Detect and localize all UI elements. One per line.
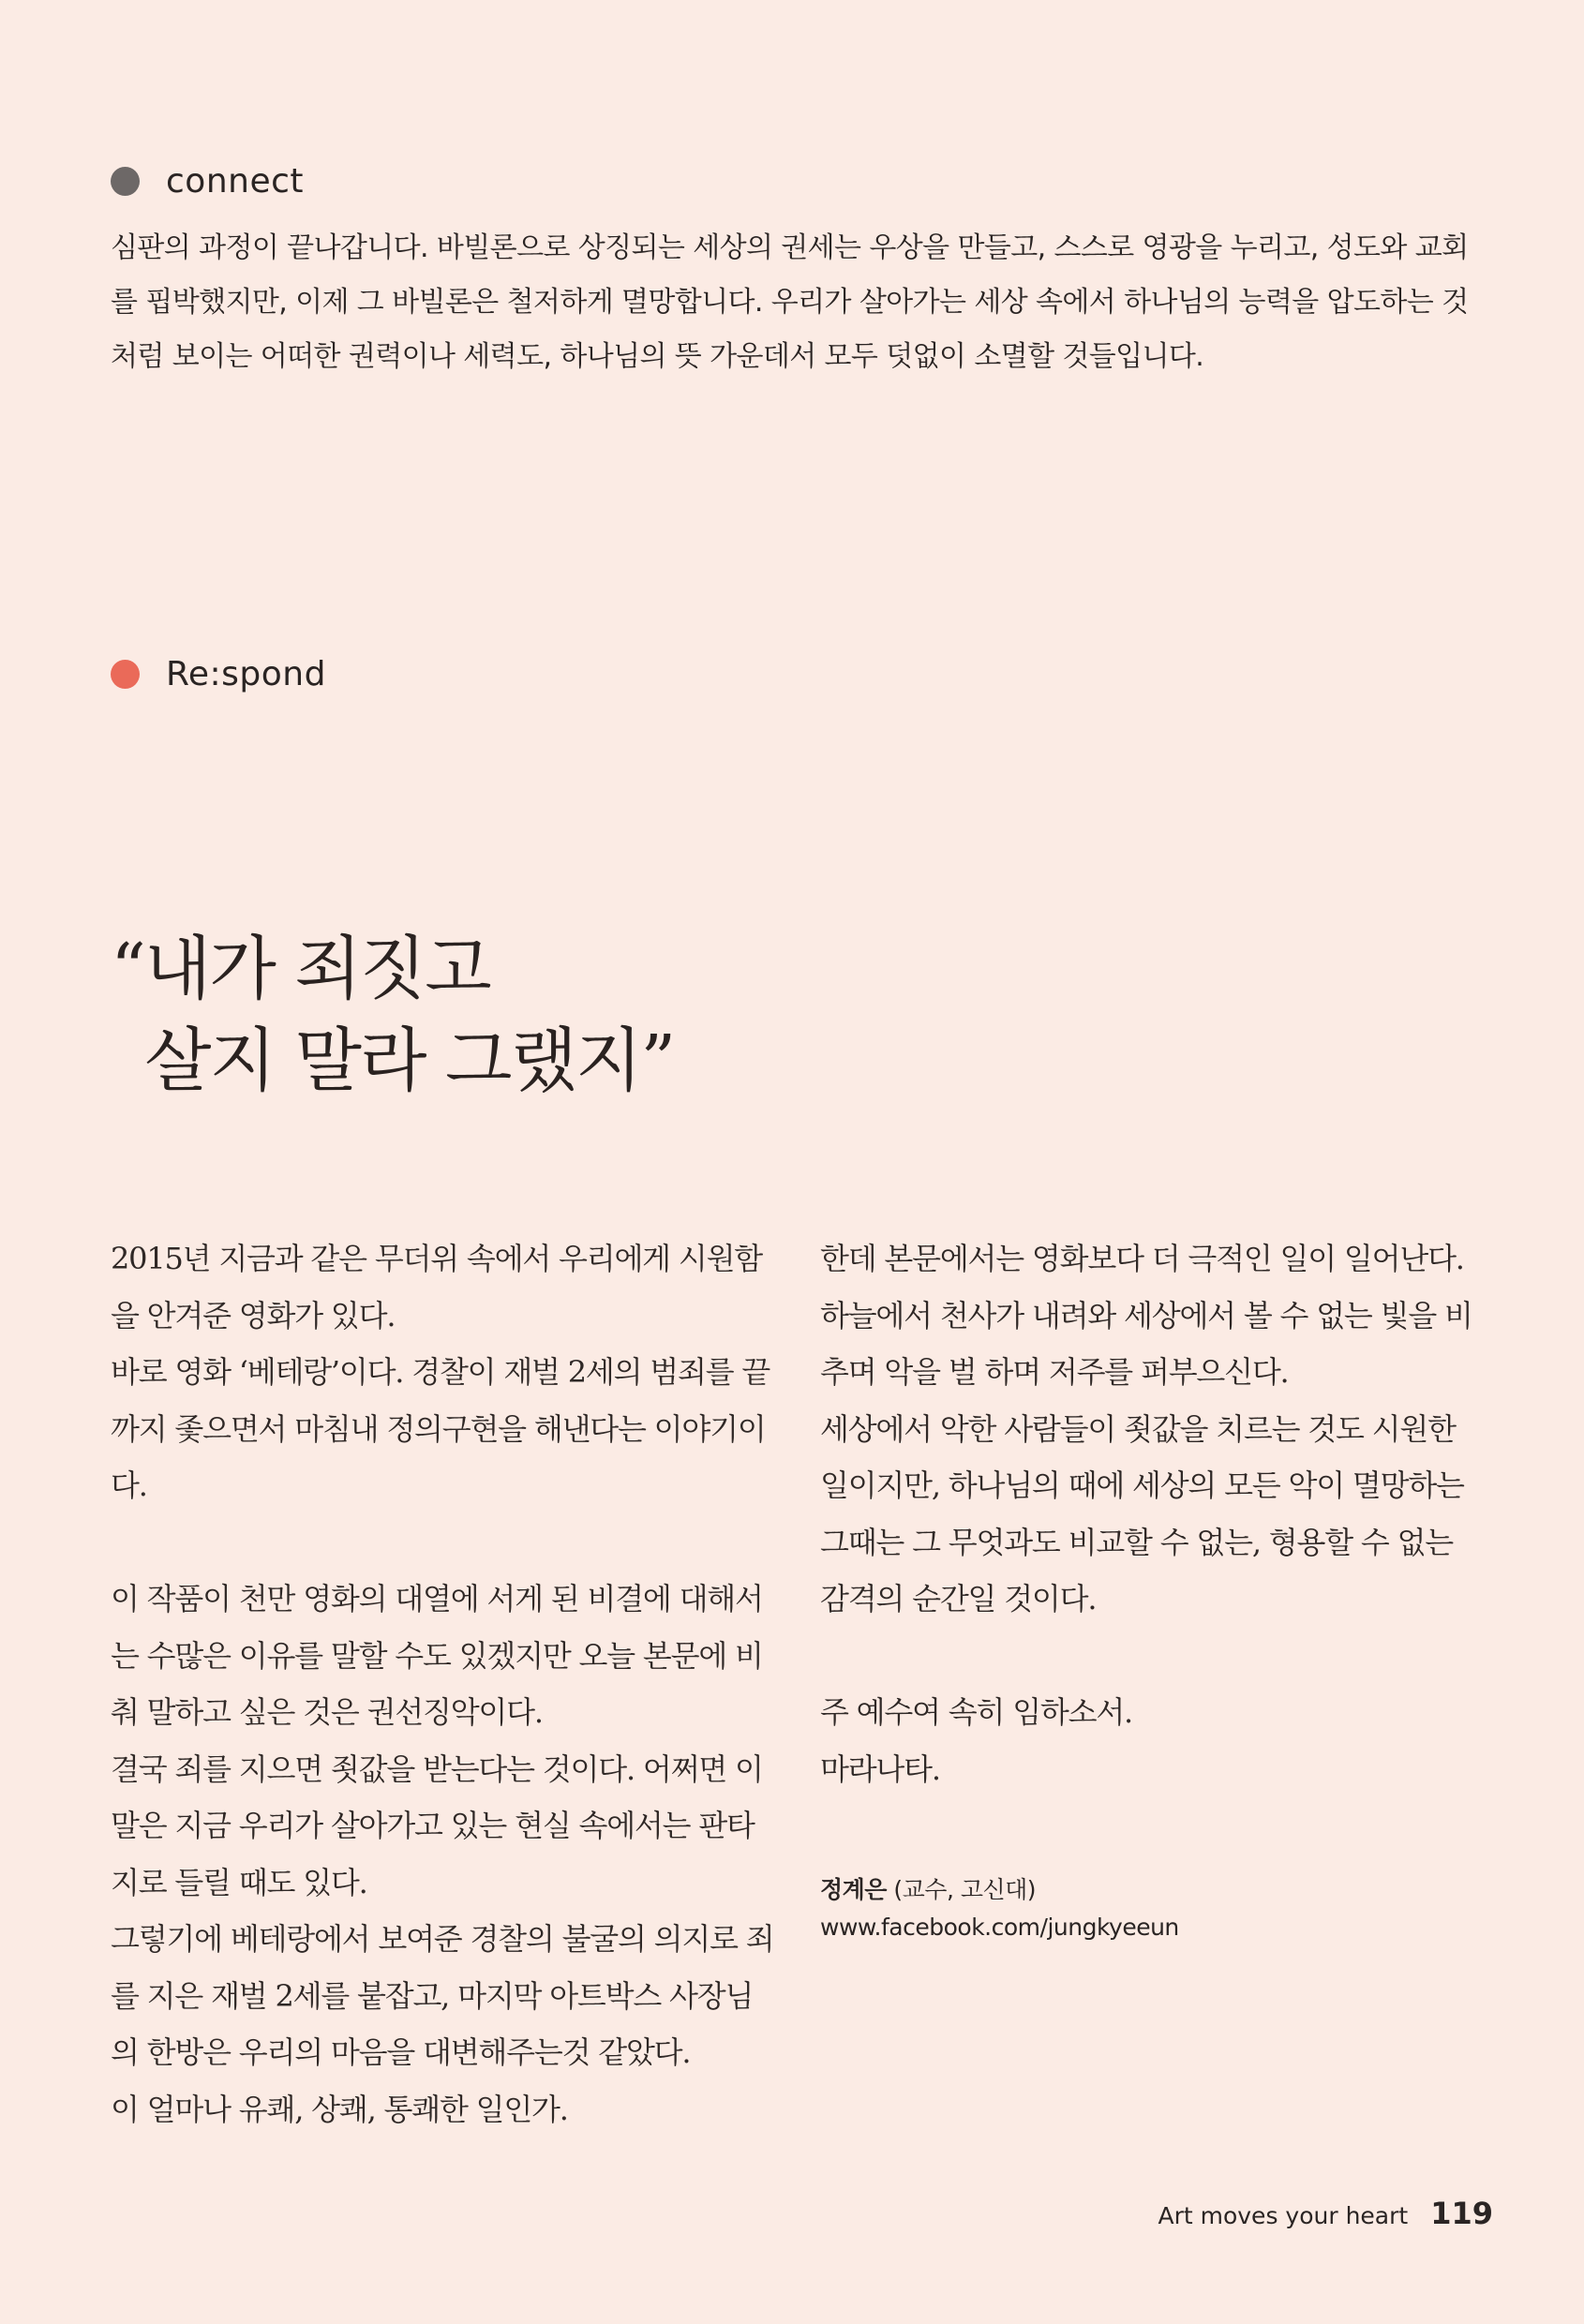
page-number: 119 — [1430, 2196, 1493, 2231]
connect-paragraph: 심판의 과정이 끝나갑니다. 바빌론으로 상징되는 세상의 권세는 우상을 만들고, 스스로 영광을 누리고, 성도와 교회를 핍박했지만, 이제 그 바빌론은 철저하게 멸망합니다. 우리가 살아가는 세상 속에서 하나님의 능력을 압도하는 것처럼 보이는 어떠한 권력이나 세력도, 하나님의 뜻 가운데서 모두 덧없이 소멸할 것들입니다. — [111, 231, 1469, 373]
author-name: 정계은 — [820, 1875, 887, 1903]
article-headline — [111, 923, 674, 1107]
article-column-left — [111, 1230, 776, 2138]
article-paragraph: 그렇기에 베테랑에서 보여준 경찰의 불굴의 의지로 죄를 지은 재벌 2세를 붙잡고, 마지막 아트박스 사장님의 한방은 우리의 마음을 대변해주는것 같았다. — [111, 1921, 774, 2070]
article-paragraph: 주 예수여 속히 임하소서. — [820, 1694, 1133, 1730]
article-paragraph: 2015년 지금과 같은 무더위 속에서 우리에게 시원함을 안겨준 영화가 있다. — [111, 1241, 762, 1333]
headline-line-2: 살지 말라 그랬지” — [144, 1020, 675, 1101]
respond-dot-icon — [111, 660, 140, 689]
article-paragraph: 한데 본문에서는 영화보다 더 극적인 일이 일어난다. 하늘에서 천사가 내려와 세상에서 볼 수 없는 빛을 비추며 악을 벌 하며 저주를 퍼부으신다. — [820, 1241, 1472, 1390]
article-paragraph: 결국 죄를 지으면 죗값을 받는다는 것이다. 어쩌면 이 말은 지금 우리가 살아가고 있는 현실 속에서는 판타지로 들릴 때도 있다. — [111, 1750, 763, 1900]
article-paragraph: 마라나타. — [820, 1750, 940, 1787]
respond-label: Re:spond — [166, 655, 326, 693]
author-affiliation: (교수, 고신대) — [893, 1875, 1037, 1903]
connect-section-header — [111, 162, 304, 201]
article-paragraph: 이 얼마나 유쾌, 상쾌, 통쾌한 일인가. — [111, 2091, 568, 2127]
headline-line-1: “내가 죄짓고 — [111, 929, 490, 1009]
article-paragraph: 이 작품이 천만 영화의 대열에 서게 된 비결에 대해서는 수많은 이유를 말할 수도 있겠지만 오늘 본문에 비춰 말하고 싶은 것은 권선징악이다. — [111, 1581, 763, 1730]
page-footer — [1158, 2196, 1493, 2231]
connect-dot-icon — [111, 167, 140, 196]
respond-section-header — [111, 655, 326, 693]
author-credit — [820, 1871, 1476, 1946]
author-url-link[interactable]: www.facebook.com/jungkyeeun — [820, 1913, 1179, 1941]
footer-tagline: Art moves your heart — [1158, 2202, 1409, 2229]
paragraph-gap — [820, 1797, 1476, 1855]
article-paragraph: 바로 영화 ‘베테랑’이다. 경찰이 재벌 2세의 범죄를 끝까지 좇으면서 마침내 정의구현을 해낸다는 이야기이다. — [111, 1354, 770, 1503]
paragraph-gap — [820, 1628, 1476, 1685]
connect-body — [111, 221, 1479, 384]
article-column-right — [820, 1230, 1476, 1946]
connect-label: connect — [166, 162, 305, 201]
paragraph-gap — [111, 1514, 776, 1572]
article-paragraph: 세상에서 악한 사람들이 죗값을 치르는 것도 시원한 일이지만, 하나님의 때에 세상의 모든 악이 멸망하는 그때는 그 무엇과도 비교할 수 없는, 형용할 수 없는 감격의 순간일 것이다. — [820, 1410, 1464, 1616]
